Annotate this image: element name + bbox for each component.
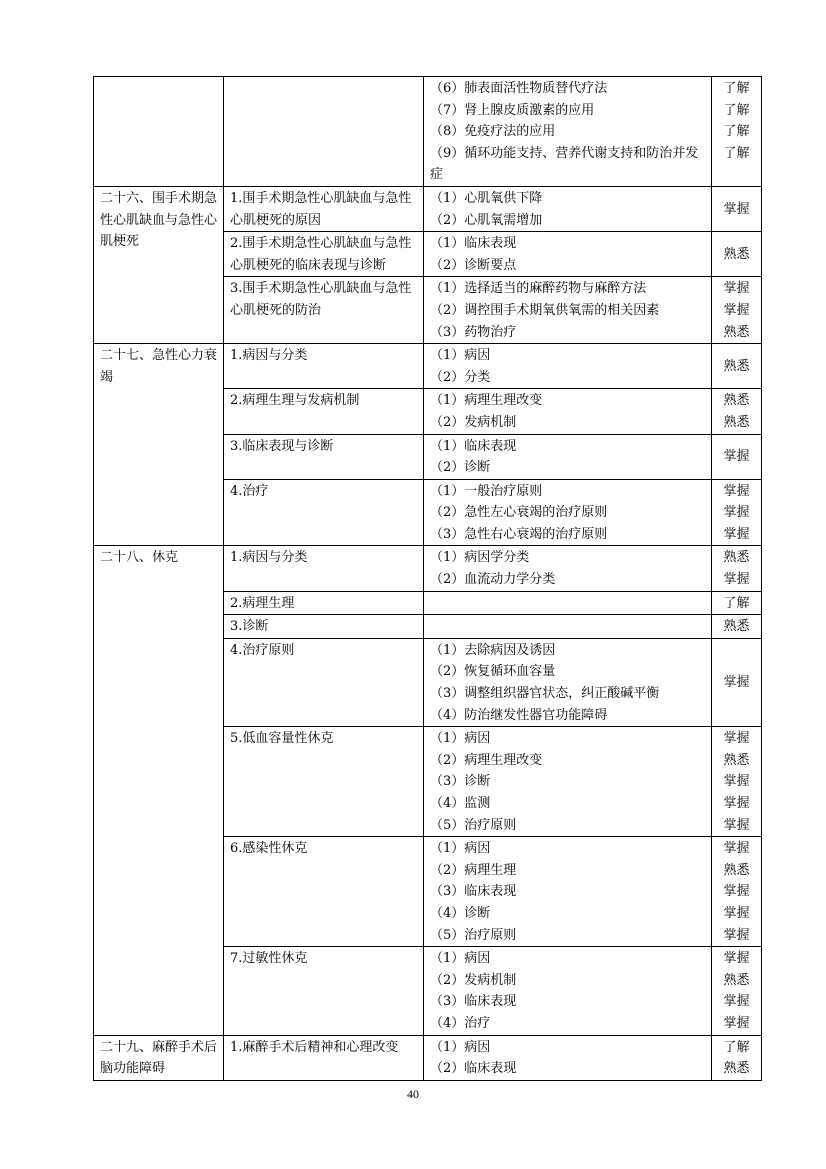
level-text: 熟悉 — [723, 752, 750, 768]
level-cell — [712, 727, 762, 837]
items-cell — [424, 479, 712, 546]
level-text: 掌握 — [723, 817, 750, 833]
level-text: 掌握 — [723, 1015, 750, 1031]
items-cell — [424, 77, 712, 187]
items-cell — [424, 344, 712, 389]
items-cell — [424, 615, 712, 639]
item-text: （5）治疗原则 — [430, 927, 517, 943]
items-cell — [424, 947, 712, 1035]
item-text: （1）一般治疗原则 — [430, 483, 543, 499]
level-text: 熟悉 — [723, 246, 750, 262]
level-text: 掌握 — [723, 572, 750, 588]
level-text: 掌握 — [723, 796, 750, 811]
level-text: 掌握 — [723, 774, 750, 790]
items-cell — [424, 727, 712, 837]
element-cell — [224, 615, 424, 639]
level-text: 掌握 — [723, 526, 750, 542]
unit-title: 二十八、休克 — [100, 550, 179, 566]
element-cell — [224, 389, 424, 434]
element-cell — [224, 591, 424, 615]
item-text: （2）病理生理改变 — [430, 752, 543, 768]
level-text: 熟悉 — [723, 393, 750, 409]
unit-title: 二十九、麻醉手术后脑功能障碍 — [100, 1039, 218, 1077]
element-cell — [224, 1035, 424, 1080]
item-text: （2）发病机制 — [430, 972, 517, 988]
level-cell — [712, 1035, 762, 1080]
item-text: （3）急性右心衰竭的治疗原则 — [430, 526, 608, 542]
element-cell — [224, 638, 424, 726]
unit-cell — [94, 546, 224, 1035]
level-text: 了解 — [723, 102, 750, 118]
level-text: 掌握 — [723, 483, 750, 499]
level-cell — [712, 77, 762, 187]
level-text: 掌握 — [723, 994, 750, 1010]
level-text: 掌握 — [723, 302, 750, 318]
level-text: 熟悉 — [723, 1061, 750, 1077]
element-cell — [224, 344, 424, 389]
item-text: （2）诊断要点 — [430, 257, 517, 273]
level-text: 了解 — [723, 145, 750, 161]
items-cell — [424, 434, 712, 479]
element-title: 7.过敏性休克 — [230, 951, 308, 967]
level-cell — [712, 546, 762, 591]
element-title: 2.病理生理与发病机制 — [230, 393, 360, 409]
level-text: 熟悉 — [723, 550, 750, 566]
item-text: （3）调整组织器官状态，纠正酸碱平衡 — [430, 686, 660, 702]
items-cell — [424, 546, 712, 591]
item-text: （1）心肌氧供下降 — [430, 190, 543, 206]
syllabus-table-body — [94, 77, 762, 1081]
item-text — [430, 616, 705, 638]
item-text: （3）药物治疗 — [430, 324, 517, 340]
element-title: 3.临床表现与诊断 — [230, 438, 334, 454]
element-title: 5.低血容量性休克 — [230, 731, 334, 747]
element-cell — [224, 727, 424, 837]
level-text: 了解 — [723, 124, 750, 140]
item-text: （1）选择适当的麻醉药物与麻醉方法 — [430, 281, 647, 297]
level-cell — [712, 837, 762, 947]
element-cell — [224, 232, 424, 277]
table-row — [94, 546, 762, 591]
level-cell — [712, 232, 762, 277]
element-cell — [224, 947, 424, 1035]
item-text: （1）病理生理改变 — [430, 393, 543, 409]
syllabus-table — [93, 76, 762, 1081]
item-text: （2）血流动力学分类 — [430, 572, 556, 588]
item-text: （1）病因 — [430, 731, 491, 747]
items-cell — [424, 277, 712, 344]
level-cell — [712, 344, 762, 389]
item-text: （2）发病机制 — [430, 414, 517, 430]
item-text: （3）临床表现 — [430, 884, 517, 900]
level-cell — [712, 615, 762, 639]
level-text: 熟悉 — [723, 619, 750, 635]
item-text: （1）病因 — [430, 841, 491, 857]
item-text: （5）治疗原则 — [430, 817, 517, 833]
element-cell — [224, 434, 424, 479]
table-row — [94, 1035, 762, 1080]
item-text: （3）诊断 — [430, 774, 491, 790]
level-text: 掌握 — [723, 927, 750, 943]
items-cell — [424, 638, 712, 726]
element-title: 1.围手术期急性心肌缺血与急性心肌梗死的原因 — [230, 190, 412, 228]
item-text: （9）循环功能支持、营养代谢支持和防治并发症 — [430, 145, 699, 183]
unit-cell — [94, 77, 224, 187]
unit-title: 二十六、围手术期急性心肌缺血与急性心肌梗死 — [100, 190, 218, 250]
element-title: 4.治疗 — [230, 483, 269, 499]
item-text: （1）临床表现 — [430, 236, 517, 252]
item-text: （4）监测 — [430, 796, 491, 811]
item-text: （7）肾上腺皮质激素的应用 — [430, 102, 595, 118]
level-cell — [712, 947, 762, 1035]
items-cell — [424, 591, 712, 615]
element-cell — [224, 479, 424, 546]
item-text: （2）诊断 — [430, 460, 491, 476]
level-cell — [712, 638, 762, 726]
element-title: 1.病因与分类 — [230, 348, 308, 364]
level-text: 掌握 — [723, 675, 750, 691]
level-cell — [712, 186, 762, 231]
item-text: （2）调控围手术期氧供氧需的相关因素 — [430, 302, 660, 318]
level-text: 熟悉 — [723, 972, 750, 988]
element-title: 1.麻醉手术后精神和心理改变 — [230, 1039, 399, 1055]
unit-cell — [94, 1035, 224, 1080]
element-title: 2.围手术期急性心肌缺血与急性心肌梗死的临床表现与诊断 — [230, 236, 412, 273]
item-text: （1）病因 — [430, 951, 491, 967]
item-text: （8）免疫疗法的应用 — [430, 124, 556, 140]
element-cell — [224, 277, 424, 344]
element-title: 2.病理生理 — [230, 595, 295, 611]
table-row — [94, 77, 762, 187]
item-text: （3）临床表现 — [430, 994, 517, 1010]
items-cell — [424, 232, 712, 277]
level-cell — [712, 479, 762, 546]
item-text: （2）分类 — [430, 369, 491, 385]
level-text: 掌握 — [723, 505, 750, 521]
element-title: 3.围手术期急性心肌缺血与急性心肌梗死的防治 — [230, 281, 412, 318]
level-text: 掌握 — [723, 841, 750, 857]
level-text: 掌握 — [723, 201, 750, 217]
level-text: 熟悉 — [723, 324, 750, 340]
table-row — [94, 186, 762, 231]
item-text: （2）临床表现 — [430, 1061, 517, 1077]
item-text: （4）防治继发性器官功能障碍 — [430, 707, 608, 723]
element-title: 3.诊断 — [230, 619, 269, 635]
level-text: 了解 — [723, 1039, 750, 1055]
level-text: 了解 — [723, 595, 750, 611]
level-cell — [712, 389, 762, 434]
item-text — [430, 593, 705, 615]
level-text: 熟悉 — [723, 862, 750, 878]
level-cell — [712, 591, 762, 615]
items-cell — [424, 1035, 712, 1080]
level-text: 熟悉 — [723, 358, 750, 374]
item-text: （6）肺表面活性物质替代疗法 — [430, 81, 608, 96]
element-title: 4.治疗原则 — [230, 642, 295, 658]
level-text: 熟悉 — [723, 414, 750, 430]
element-title: 6.感染性休克 — [230, 841, 308, 857]
item-text: （2）心肌氧需增加 — [430, 212, 543, 228]
level-cell — [712, 434, 762, 479]
item-text: （2）恢复循环血容量 — [430, 664, 556, 680]
level-spacer — [714, 164, 759, 186]
unit-cell — [94, 186, 224, 343]
item-text: （1）病因学分类 — [430, 550, 530, 566]
items-cell — [424, 837, 712, 947]
items-cell — [424, 389, 712, 434]
table-row — [94, 344, 762, 389]
level-text: 掌握 — [723, 884, 750, 900]
item-text: （1）病因 — [430, 348, 491, 364]
level-text: 掌握 — [723, 731, 750, 747]
item-text: （1）去除病因及诱因 — [430, 642, 556, 658]
items-cell — [424, 186, 712, 231]
unit-title: 二十七、急性心力衰竭 — [100, 348, 218, 385]
element-cell — [224, 186, 424, 231]
level-text: 掌握 — [723, 951, 750, 967]
item-text: （2）急性左心衰竭的治疗原则 — [430, 505, 608, 521]
item-text: （1）病因 — [430, 1039, 491, 1055]
unit-cell — [94, 344, 224, 546]
item-text: （2）病理生理 — [430, 862, 517, 878]
level-text: 了解 — [723, 81, 750, 96]
element-cell — [224, 837, 424, 947]
element-cell — [224, 77, 424, 187]
item-text: （4）治疗 — [430, 1015, 491, 1031]
level-cell — [712, 277, 762, 344]
level-text: 掌握 — [723, 281, 750, 297]
item-text: （1）临床表现 — [430, 438, 517, 454]
level-text: 掌握 — [723, 905, 750, 921]
level-text: 掌握 — [723, 449, 750, 465]
element-title: 1.病因与分类 — [230, 550, 308, 566]
item-text: （4）诊断 — [430, 905, 491, 921]
element-cell — [224, 546, 424, 591]
page-number: 40 — [407, 1087, 419, 1101]
